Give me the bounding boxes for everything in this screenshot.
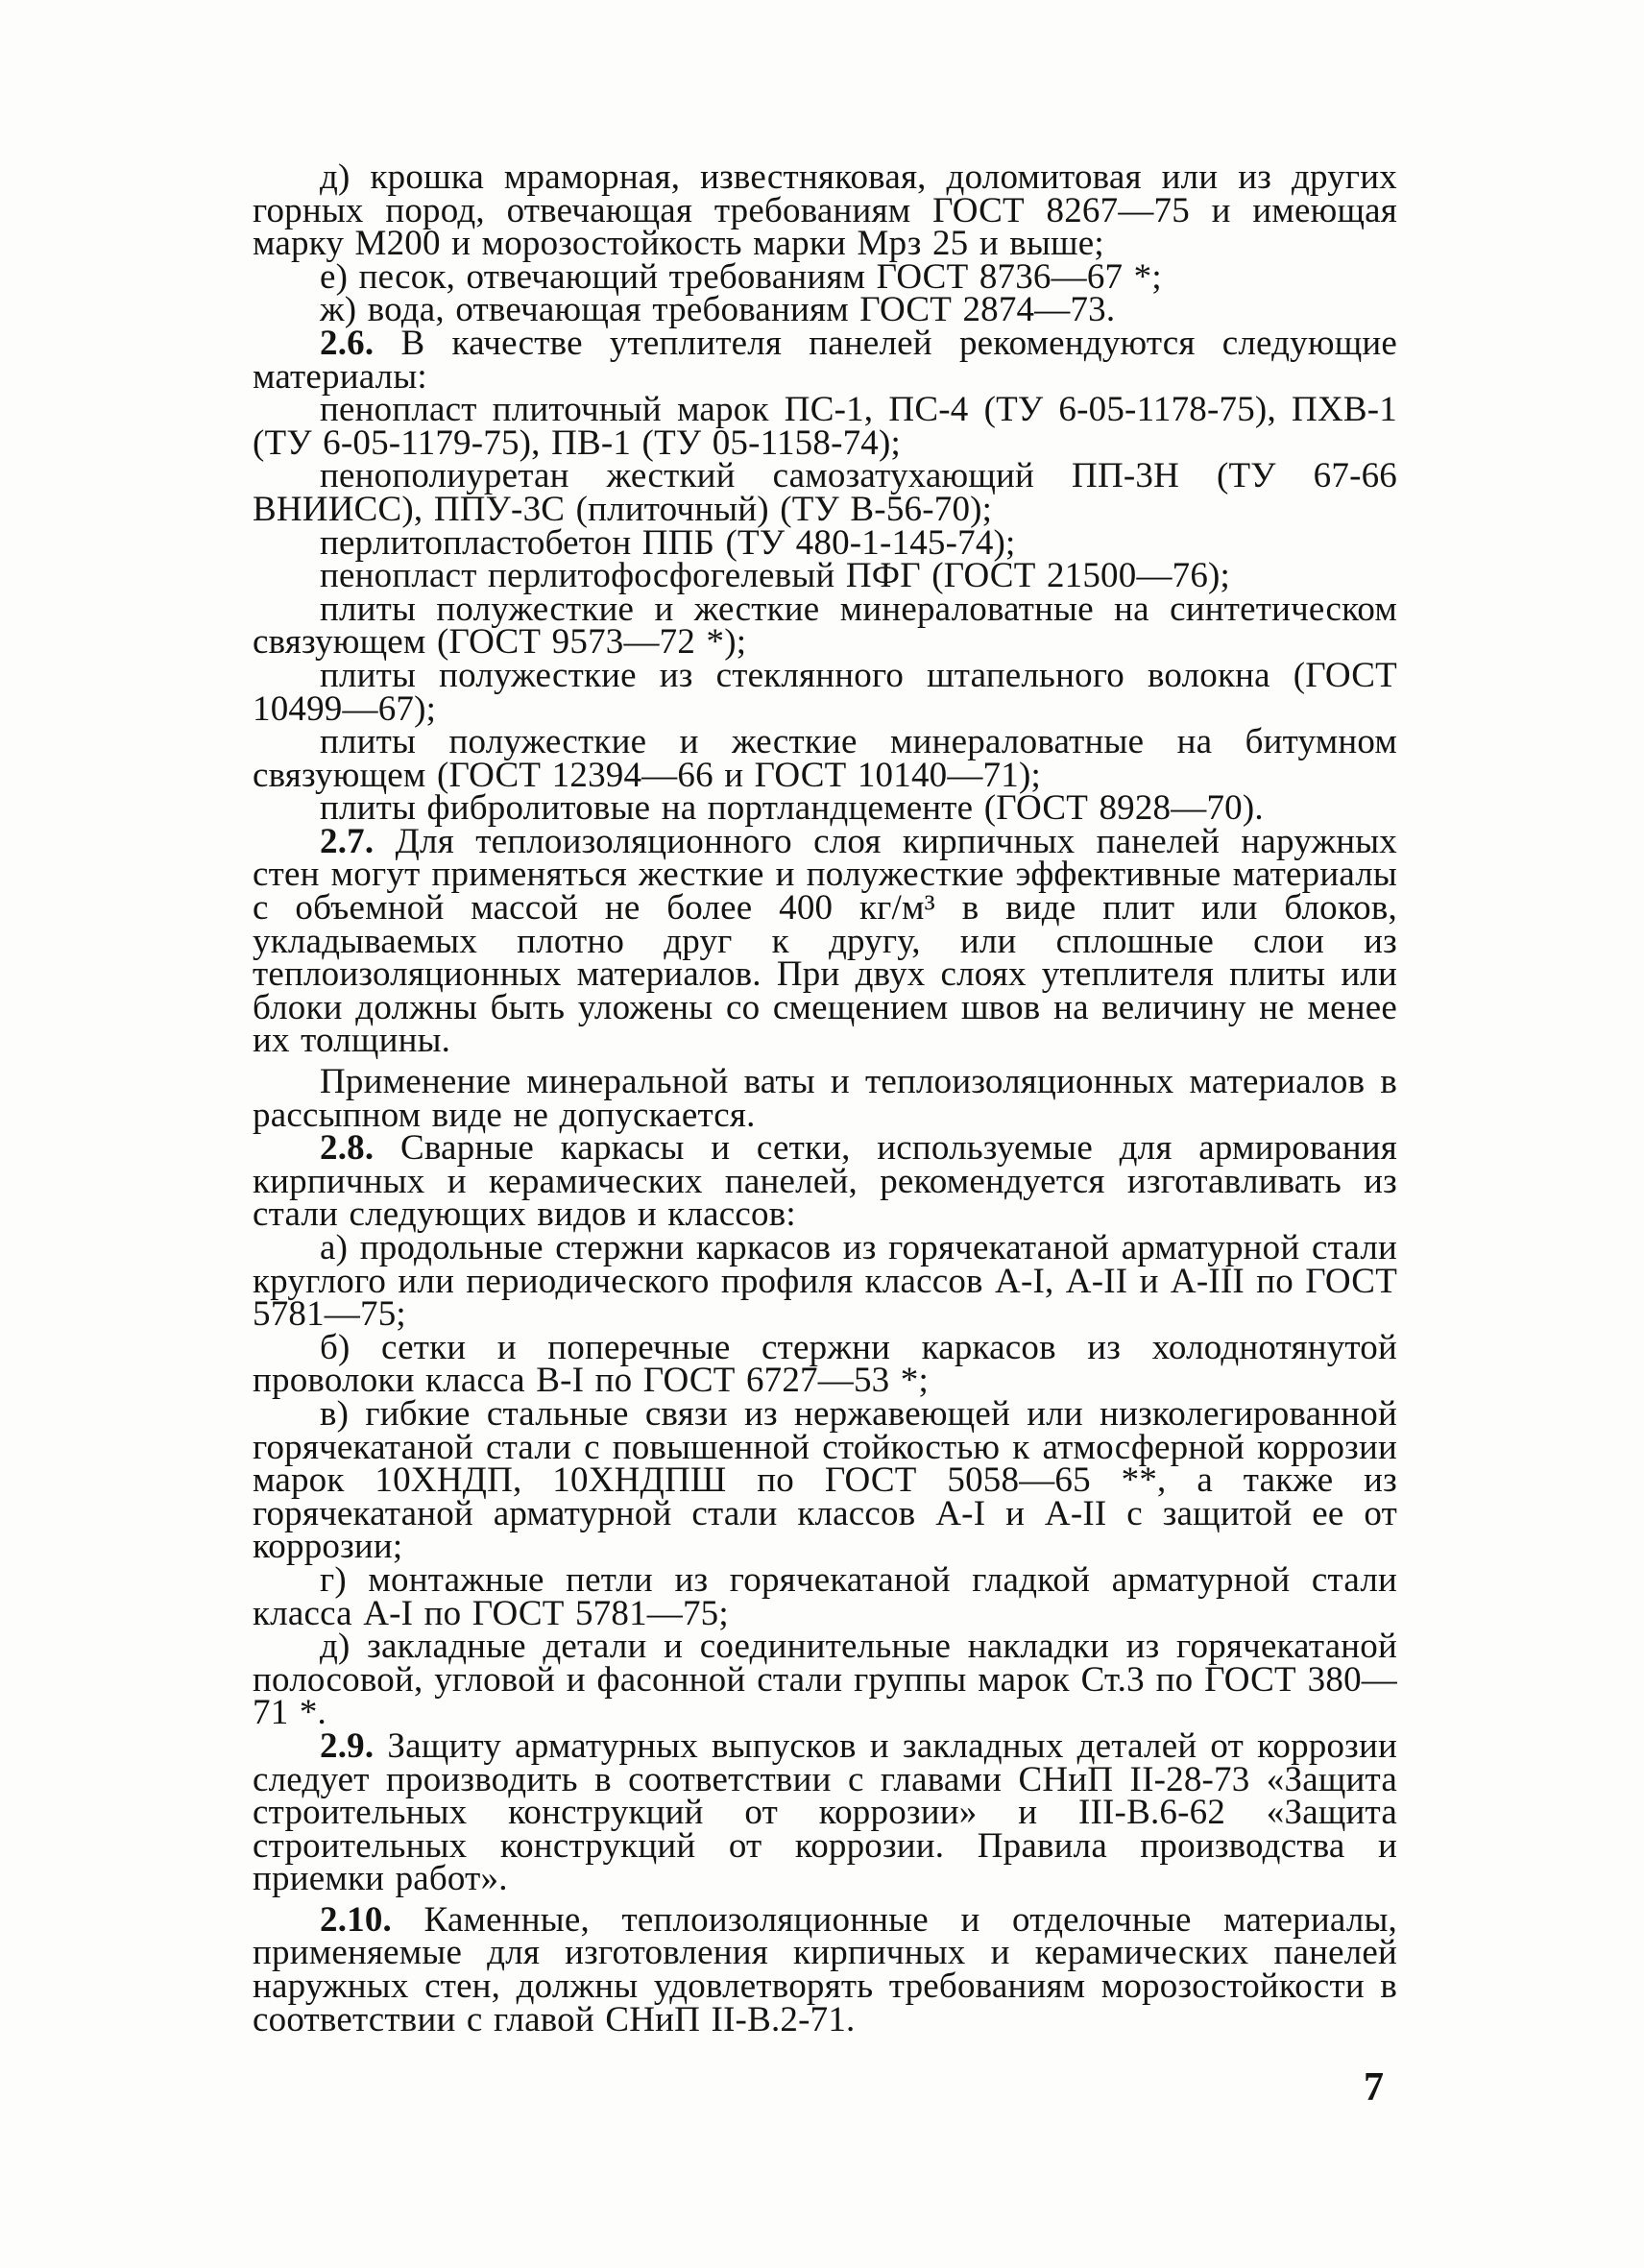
list-item: плиты полужесткие из стеклянного штапельного волокна (ГОСТ 10499—67);	[253, 655, 1397, 729]
list-item: в) гибкие стальные связи из нержавеющей или низколегированной горячекатаной стали с повышенной стойкостью к атмосферной коррозии марок 10ХНДП, 10ХНДПШ по ГОСТ 5058—65 **, а также из горячекатаной арматурной стали классов А-I и А-II с защитой ее от коррозии;	[253, 1393, 1397, 1567]
list-item: пенополиуретан жесткий самозатухающий ПП-3Н (ТУ 67-66 ВНИИСС), ППУ-3С (плиточный) (ТУ В-56-70);	[253, 456, 1397, 529]
list-item: г) монтажные петли из горячекатаной гладкой арматурной стали класса А-I по ГОСТ 5781—75;	[253, 1559, 1397, 1633]
list-item: пенопласт перлитофосфогелевый ПФГ (ГОСТ 21500—76);	[320, 556, 1231, 596]
document-body	[253, 157, 1398, 2039]
list-item: а) продольные стержни каркасов из горячекатаной арматурной стали круглого или периодического профиля классов А-I, А-II и А-III по ГОСТ 5781—75;	[253, 1228, 1397, 1335]
list-item: плиты полужесткие и жесткие минераловатные на битумном связующем (ГОСТ 12394—66 и ГОСТ 10140—71);	[253, 722, 1397, 795]
list-item: плиты полужесткие и жесткие минераловатные на синтетическом связующем (ГОСТ 9573—72 *);	[253, 589, 1397, 663]
section-number: 2.9.	[320, 1725, 375, 1766]
paragraph-text: Каменные, теплоизоляционные и отделочные материалы, применяемые для изготовления кирпичных и керамических панелей наружных стен, должны удовлетворять требованиям морозостойкости в соответствии с главой СНиП II-В.2-71.	[253, 1899, 1397, 2039]
section-number: 2.6.	[320, 323, 375, 363]
list-item: д) закладные детали и соединительные накладки из горячекатаной полосовой, угловой и фасонной стали группы марок Ст.3 по ГОСТ 380—71 *.	[253, 1627, 1397, 1733]
section-number: 2.8.	[320, 1128, 375, 1169]
list-item: плиты фибролитовые на портландцементе (ГОСТ 8928—70).	[320, 788, 1264, 829]
list-item: е) песок, отвечающий требованиям ГОСТ 8736—67 *;	[320, 256, 1162, 297]
section-2-6-paragraph	[253, 323, 1398, 397]
list-item: ж) вода, отвечающая требованиям ГОСТ 2874—73.	[320, 290, 1116, 330]
list-item: д) крошка мраморная, известняковая, доломитовая или из других горных пород, отвечающая требованиям ГОСТ 8267—75 и имеющая марку М200 и морозостойкость марки Мрз 25 и выше;	[253, 157, 1397, 264]
section-number: 2.10.	[320, 1899, 392, 1940]
section-2-7-paragraph	[253, 821, 1398, 1061]
list-item: пенопласт плиточный марок ПС-1, ПС-4 (ТУ 6-05-1178-75), ПХВ-1 (ТУ 6-05-1179-75), ПВ-1 (ТУ 05-1158-74);	[253, 390, 1397, 463]
section-2-9-paragraph	[253, 1725, 1397, 1899]
section-2-10-paragraph	[253, 1899, 1397, 2039]
paragraph-text: Сварные каркасы и сетки, используемые для армирования кирпичных и керамических панелей, рекомендуется изготавливать из стали следующих видов и классов:	[253, 1128, 1398, 1235]
paragraph-text: Для теплоизоляционного слоя кирпичных панелей наружных стен могут применяться жесткие и полужесткие эффективные материалы с объемной массой не более 400 кг/м³ в виде плит или блоков, укладываемых плотно друг к другу, или сплошные слои из теплоизоляционных материалов. При двух слоях утеплителя плиты или блоки должны быть уложены со смещением швов на величину не менее их толщины.	[253, 821, 1398, 1061]
section-2-8-paragraph	[253, 1128, 1398, 1235]
page-number: 7	[1364, 2065, 1384, 2110]
list-item: перлитопластобетон ППБ (ТУ 480-1-145-74);	[320, 522, 1016, 563]
section-number: 2.7.	[320, 821, 375, 861]
paragraph-text: В качестве утеплителя панелей рекомендуются следующие материалы:	[253, 323, 1398, 397]
list-item: б) сетки и поперечные стержни каркасов из холоднотянутой проволоки класса В-I по ГОСТ 6727—53 *;	[253, 1327, 1397, 1401]
paragraph-text: Защиту арматурных выпусков и закладных деталей от коррозии следует производить в соответствии с главами СНиП II-28-73 «Защита строительных конструкций от коррозии» и III-В.6-62 «Защита строительных конструкций от коррозии. Правила производства и приемки работ».	[253, 1725, 1397, 1899]
paragraph: Применение минеральной ваты и теплоизоляционных материалов в рассыпном виде не допускается.	[253, 1062, 1397, 1135]
